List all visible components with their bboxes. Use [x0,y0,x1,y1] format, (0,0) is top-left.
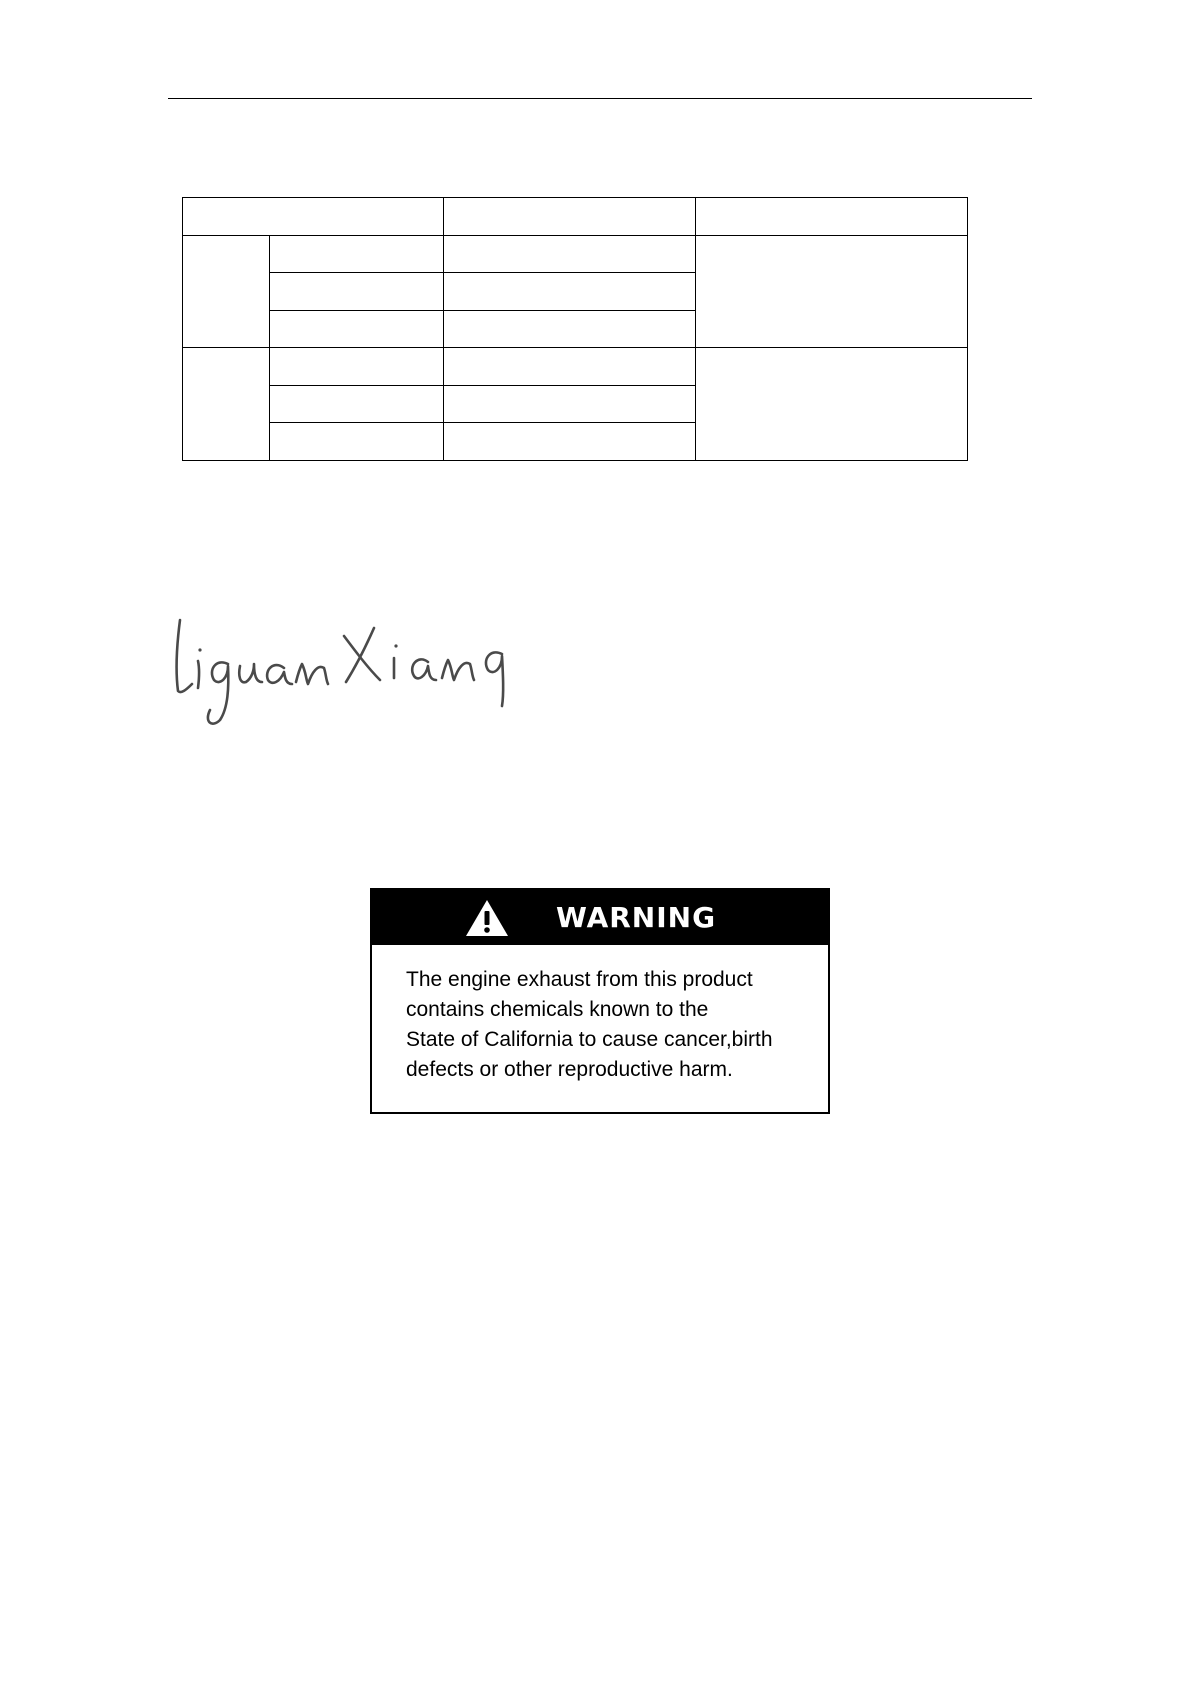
table-header-row [183,198,968,236]
warning-text-line: State of California to cause cancer,birth [406,1028,773,1051]
table-cell [270,385,444,423]
warning-text-line: The engine exhaust from this product [406,968,753,991]
table-cell [444,348,696,386]
table-cell [444,235,696,273]
table-cell [270,348,444,386]
table-row [183,235,968,273]
table-cell [444,273,696,311]
handwritten-signature [168,598,520,743]
table-cell [270,310,444,348]
table-cell [270,235,444,273]
group-label-cell [183,235,270,348]
table-cell [444,198,696,236]
table-cell [444,310,696,348]
warning-text-line: defects or other reproductive harm. [406,1058,733,1081]
table-cell [183,198,444,236]
header-rule [168,98,1032,99]
group-note-cell [696,235,968,348]
table-cell [270,423,444,461]
table-cell [270,273,444,311]
warning-triangle-icon [464,898,510,938]
table-row [183,348,968,386]
table-cell [444,385,696,423]
warning-label [370,888,830,1114]
warning-header [372,890,828,945]
table-cell [696,198,968,236]
warning-text-line: contains chemicals known to the [406,998,709,1021]
table-cell [444,423,696,461]
group-label-cell [183,348,270,461]
spec-table [182,197,968,461]
warning-body [372,945,828,1085]
group-note-cell [696,348,968,461]
warning-title: WARNING [555,901,717,934]
